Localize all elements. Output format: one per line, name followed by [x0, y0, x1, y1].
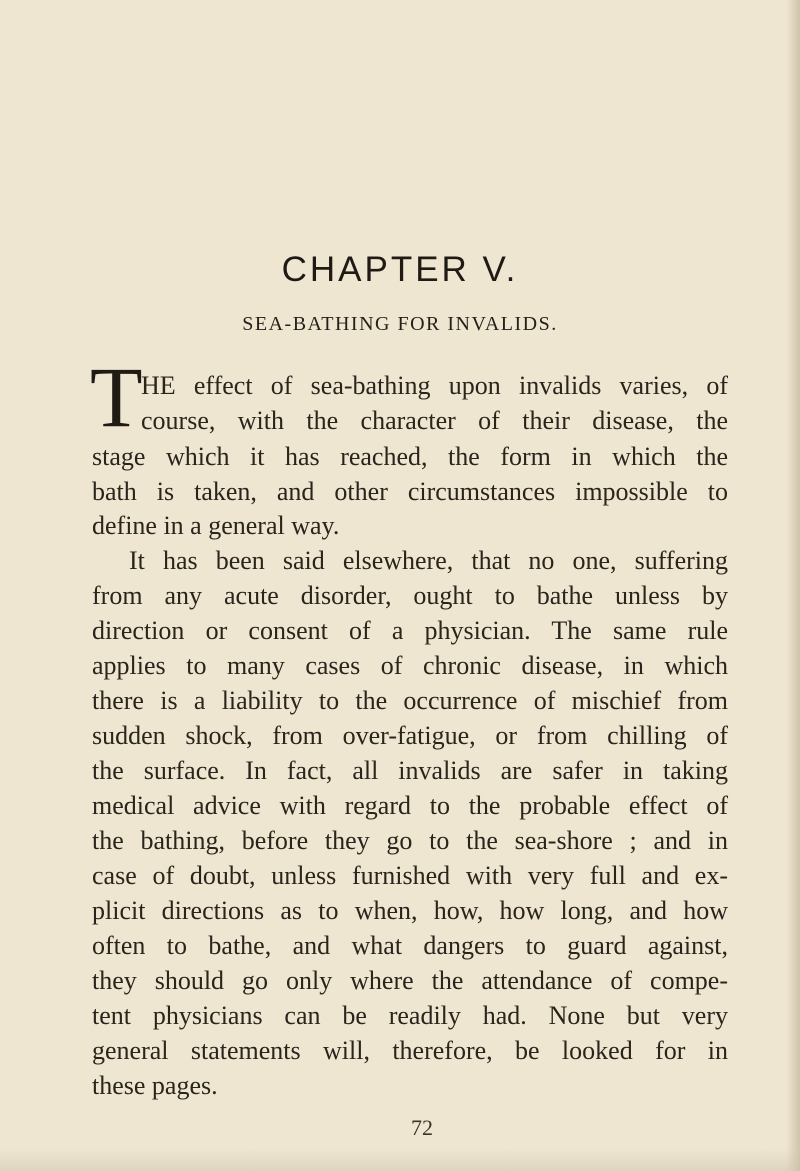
text-line: often to bathe, and what dangers to guard against,: [92, 931, 728, 960]
text-line: medical advice with regard to the probable effect of: [92, 791, 728, 820]
text-line: the bathing, before they go to the sea-shore ; and in: [92, 826, 728, 855]
text-line: there is a liability to the occurrence of mischief from: [92, 686, 728, 715]
text-line: they should go only where the attendance of compe-: [92, 966, 728, 995]
text-line: plicit directions as to when, how, how long, and how: [92, 896, 728, 925]
text-line: HE effect of sea-bathing upon invalids varies, of: [141, 371, 728, 400]
text-line: tent physicians can be readily had. None but very: [92, 1001, 728, 1030]
text-line: applies to many cases of chronic disease, in which: [92, 651, 728, 680]
text-line: define in a general way.: [92, 511, 340, 540]
page-bottom-shadow: [0, 1149, 800, 1171]
text-line: direction or consent of a physician. The same rule: [92, 616, 728, 645]
text-line: stage which it has reached, the form in which the: [92, 442, 728, 471]
text-line: case of doubt, unless furnished with very full and ex-: [92, 861, 728, 890]
text-line: general statements will, therefore, be looked for in: [92, 1036, 728, 1065]
text-line: bath is taken, and other circumstances impossible to: [92, 477, 728, 506]
chapter-subtitle: SEA-BATHING FOR INVALIDS.: [242, 313, 558, 335]
page-number: 72: [411, 1115, 433, 1140]
drop-cap-letter: T: [90, 349, 143, 445]
text-line: course, with the character of their disease, the: [141, 406, 728, 435]
chapter-title: CHAPTER V.: [281, 250, 519, 289]
text-line: sudden shock, from over-fatigue, or from chilling of: [92, 721, 728, 750]
text-line: the surface. In fact, all invalids are safer in taking: [92, 756, 728, 785]
text-line: It has been said elsewhere, that no one, suffering: [129, 546, 728, 575]
text-line: these pages.: [92, 1071, 218, 1100]
text-line: from any acute disorder, ought to bathe unless by: [92, 581, 728, 610]
page-edge-shadow: [786, 0, 800, 1171]
